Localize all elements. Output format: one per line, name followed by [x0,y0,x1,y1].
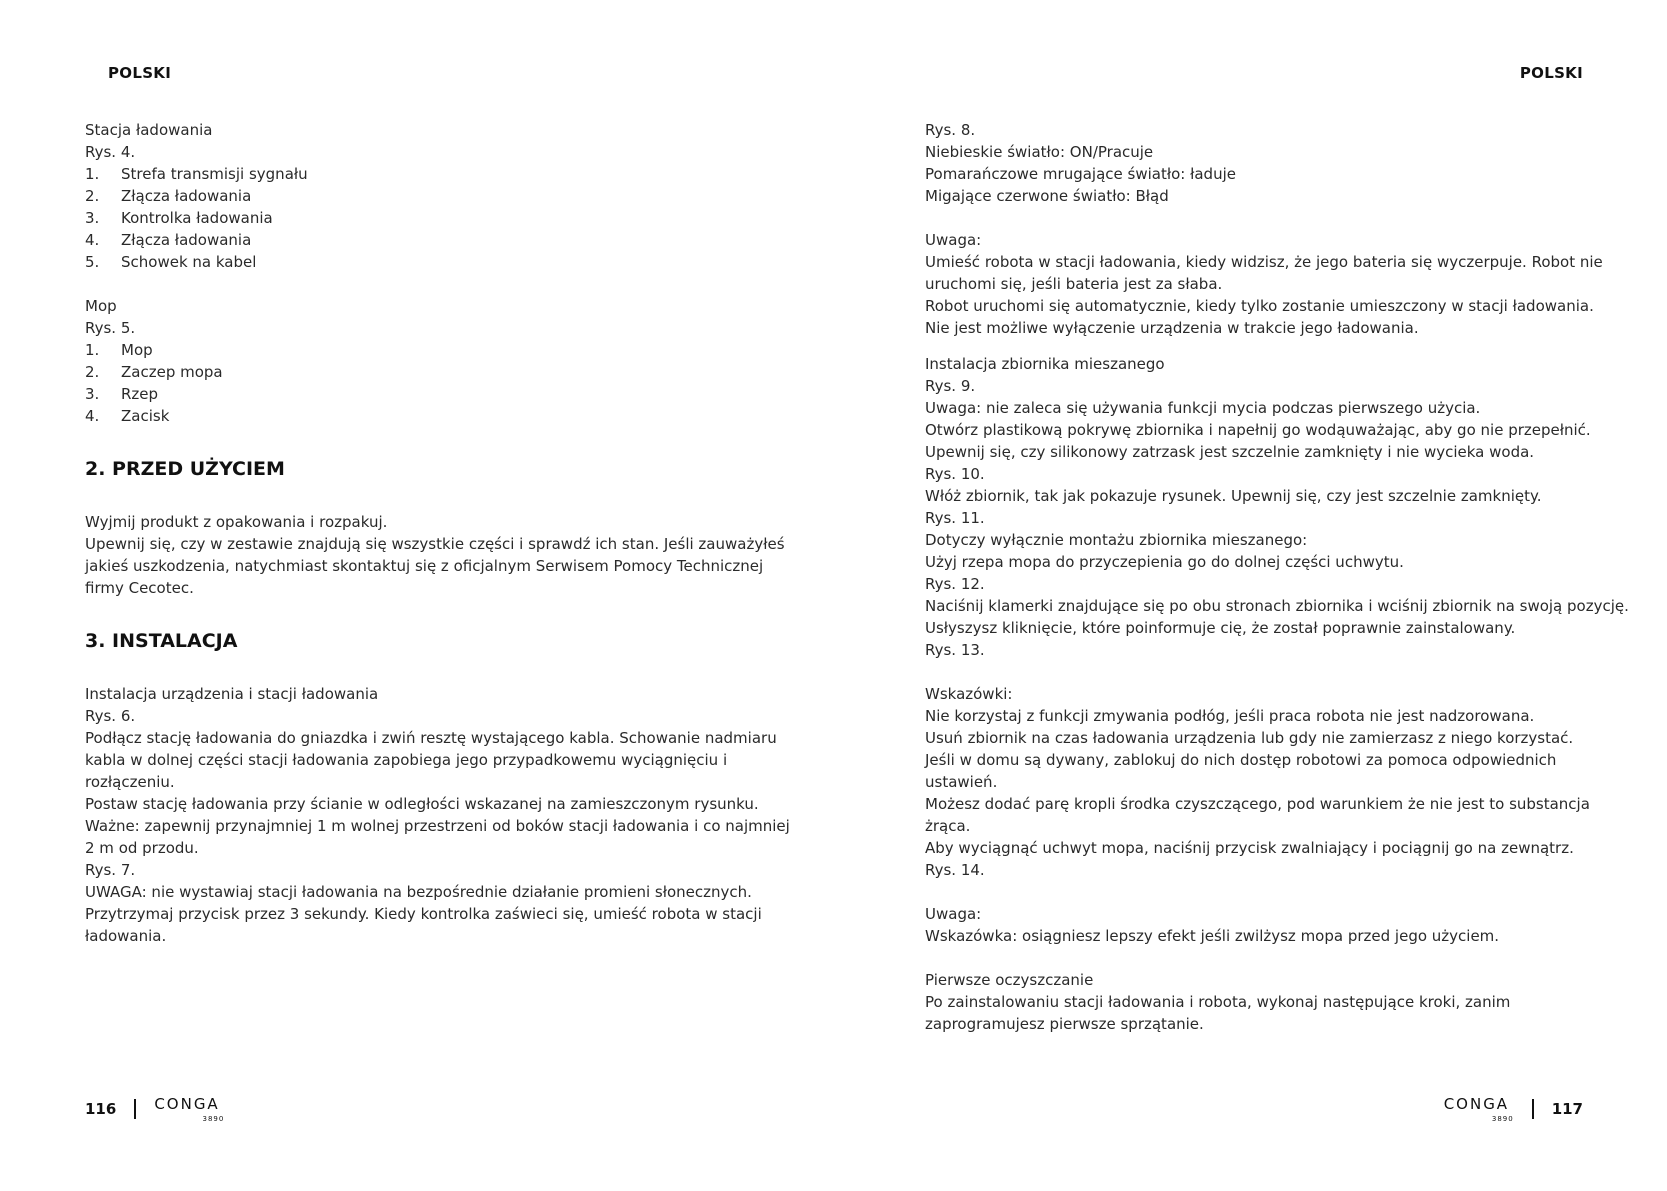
paragraph-line: Włóż zbiornik, tak jak pokazuje rysunek. Upewnij się, czy jest szczelnie zamknięty. [925,487,1542,505]
paragraph-line: Pomarańczowe mrugające światło: ładuje [925,165,1236,183]
language-header: POLSKI [1519,64,1583,82]
paragraph-line: Aby wyciągnąć uchwyt mopa, naciśnij przycisk zwalniający i pociągnij go na zewnątrz. [925,839,1574,857]
paragraph-line: rozłączeniu. [85,773,175,791]
paragraph-line: Rys. 14. [925,861,985,879]
paragraph-line: Otwórz plastikową pokrywę zbiornika i napełnij go wodąuważając, aby go nie przepełnić. [925,421,1591,439]
paragraph-line: Rys. 7. [85,861,136,879]
paragraph-line: jakieś uszkodzenia, natychmiast skontaktuj się z oficjalnym Serwisem Pomocy Technicznej [85,557,764,575]
paragraph-line: Możesz dodać parę kropli środka czyszczącego, pod warunkiem że nie jest to substancja [925,795,1590,813]
list-item [85,251,785,273]
paragraph-line: Wskazówki: [925,685,1013,703]
paragraph-line: Rys. 10. [925,465,985,483]
paragraph-line: Wyjmij produkt z opakowania i rozpakuj. [85,513,388,531]
paragraph-line: Rys. 6. [85,707,136,725]
list-item [85,405,785,427]
paragraph-line: Uwaga: nie zaleca się używania funkcji mycia podczas pierwszego użycia. [925,399,1481,417]
left-page [0,0,833,1191]
paragraph-line: Użyj rzepa mopa do przyczepienia go do dolnej części uchwytu. [925,553,1404,571]
list-item [85,207,785,229]
logo-model: 3890 [202,1115,225,1123]
paragraph-line: Upewnij się, czy silikonowy zatrzask jest szczelnie zamknięty i nie wycieka woda. [925,443,1535,461]
list-number: 2. [85,363,100,381]
list-text: Schowek na kabel [121,253,257,271]
section-heading-installation: 3. INSTALACJA [85,630,238,652]
paragraph-line: Przytrzymaj przycisk przez 3 sekundy. Kiedy kontrolka zaświeci się, umieść robota w stacji [85,905,762,923]
paragraph-line: Rys. 13. [925,641,985,659]
paragraph-line: firmy Cecotec. [85,579,194,597]
paragraph-line: Niebieskie światło: ON/Pracuje [925,143,1154,161]
paragraph-line: Usuń zbiornik na czas ładowania urządzenia lub gdy nie zamierzasz z niego korzystać. [925,729,1574,747]
footer-separator [1532,1099,1534,1119]
footer-separator [134,1099,136,1119]
paragraph-line: Instalacja urządzenia i stacji ładowania [85,685,379,703]
logo-wordmark: CONGA [154,1095,220,1113]
paragraph-line: Instalacja zbiornika mieszanego [925,355,1165,373]
list-number: 1. [85,165,100,183]
paragraph-line: Pierwsze oczyszczanie [925,971,1094,989]
logo-model: 3890 [1491,1115,1514,1123]
list-item [85,339,785,361]
list-item [85,361,785,383]
list-text: Złącza ładowania [121,231,252,249]
figure-ref: Rys. 5. [85,319,136,337]
section-title: Stacja ładowania [85,121,213,139]
page-footer [1444,1094,1583,1124]
paragraph-line: Uwaga: [925,231,982,249]
paragraph-line: Rys. 9. [925,377,976,395]
paragraph-line: Migające czerwone światło: Błąd [925,187,1169,205]
list-number: 4. [85,407,100,425]
list-number: 3. [85,385,100,403]
paragraph-line: żrąca. [925,817,971,835]
paragraph-line: uruchomi się, jeśli bateria jest za słaba. [925,275,1223,293]
logo-wordmark: CONGA [1443,1095,1510,1113]
paragraph-line: Jeśli w domu są dywany, zablokuj do nich dostęp robotowi za pomoca odpowiednich [925,751,1557,769]
paragraph-line: 2 m od przodu. [85,839,199,857]
conga-logo [1444,1095,1514,1123]
list-text: Mop [121,341,153,359]
paragraph-line: Postaw stację ładowania przy ścianie w odległości wskazanej na zamieszczonym rysunku. [85,795,759,813]
list-item [85,229,785,251]
paragraph-line: Wskazówka: osiągniesz lepszy efekt jeśli zwilżysz mopa przed jego użyciem. [925,927,1500,945]
section-heading-before-use: 2. PRZED UŻYCIEM [85,458,285,480]
list-text: Złącza ładowania [121,187,252,205]
paragraph-line: Dotyczy wyłącznie montażu zbiornika mieszanego: [925,531,1308,549]
list-number: 3. [85,209,100,227]
paragraph-line: Rys. 8. [925,121,976,139]
paragraph-line: zaprogramujesz pierwsze sprzątanie. [925,1015,1204,1033]
right-page [833,0,1667,1191]
right-column [925,119,1629,1035]
paragraph-line: Nie jest możliwe wyłączenie urządzenia w trakcie jego ładowania. [925,319,1419,337]
list-number: 4. [85,231,100,249]
paragraph-line: Uwaga: [925,905,982,923]
list-item [85,185,785,207]
list-text: Zacisk [121,407,170,425]
list-text: Zaczep mopa [121,363,223,381]
paragraph-line: Upewnij się, czy w zestawie znajdują się wszystkie części i sprawdź ich stan. Jeśli zauważyłeś [85,535,785,553]
paragraph-line: Umieść robota w stacji ładowania, kiedy widzisz, że jego bateria się wyczerpuje. Robot nie [925,253,1603,271]
page-footer [85,1094,224,1124]
paragraph-line: UWAGA: nie wystawiaj stacji ładowania na bezpośrednie działanie promieni słonecznych. [85,883,752,901]
list-text: Kontrolka ładowania [121,209,273,227]
paragraph-line: ładowania. [85,927,167,945]
list-item [85,383,785,405]
paragraph-line: Nie korzystaj z funkcji zmywania podłóg, jeśli praca robota nie jest nadzorowana. [925,707,1535,725]
list-number: 1. [85,341,100,359]
paragraph-line: ustawień. [925,773,998,791]
list-text: Strefa transmisji sygnału [121,165,308,183]
list-number: 2. [85,187,100,205]
left-column [85,119,790,947]
paragraph-line: Rys. 12. [925,575,985,593]
paragraph-line: Ważne: zapewnij przynajmniej 1 m wolnej przestrzeni od boków stacji ładowania i co najmniej [85,817,790,835]
list-number: 5. [85,253,100,271]
list-text: Rzep [121,385,159,403]
section-title: Mop [85,297,117,315]
paragraph-line: Robot uruchomi się automatycznie, kiedy tylko zostanie umieszczony w stacji ładowania. [925,297,1594,315]
paragraph-line: Usłyszysz kliknięcie, które poinformuje cię, że został poprawnie zainstalowany. [925,619,1516,637]
paragraph-line: Po zainstalowaniu stacji ładowania i robota, wykonaj następujące kroki, zanim [925,993,1511,1011]
figure-ref: Rys. 4. [85,143,136,161]
page-number: 117 [1551,1100,1583,1118]
paragraph-line: kabla w dolnej części stacji ładowania zapobiega jego przypadkowemu wyciągnięciu i [85,751,728,769]
language-header: POLSKI [108,64,172,82]
page-number: 116 [85,1100,117,1118]
paragraph-line: Naciśnij klamerki znajdujące się po obu stronach zbiornika i wciśnij zbiornik na swoją pozycję. [925,597,1629,615]
conga-logo [154,1095,224,1123]
list-item [85,163,785,185]
paragraph-line: Rys. 11. [925,509,985,527]
paragraph-line: Podłącz stację ładowania do gniazdka i zwiń resztę wystającego kabla. Schowanie nadmiaru [85,729,777,747]
